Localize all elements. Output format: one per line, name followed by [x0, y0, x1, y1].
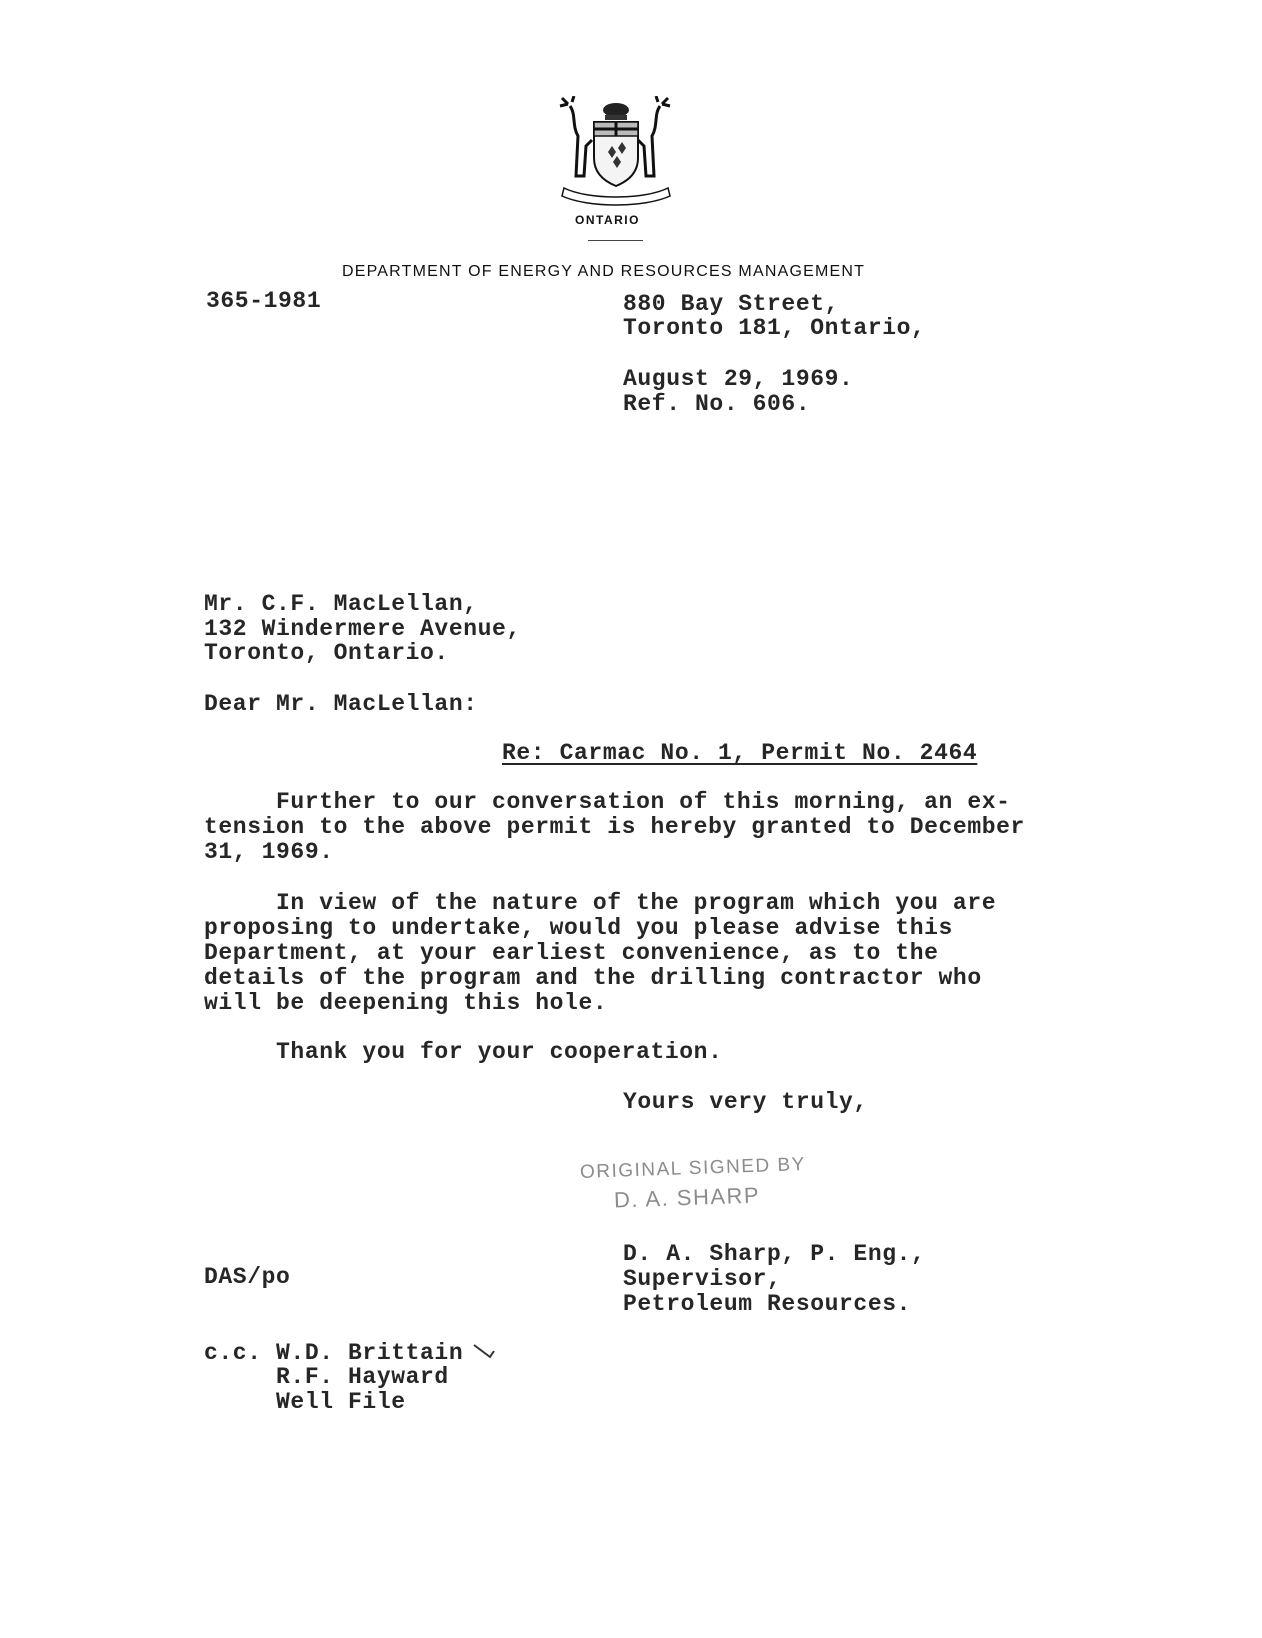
recipient-line3: Toronto, Ontario. — [204, 640, 449, 666]
body-p3-line1: Thank you for your cooperation. — [204, 1039, 723, 1065]
letterhead-department: DEPARTMENT OF ENERGY AND RESOURCES MANAGEMENT — [342, 263, 866, 280]
ontario-coat-of-arms-icon — [558, 96, 674, 208]
reference-number: Ref. No. 606. — [623, 391, 811, 417]
subject-line: Re: Carmac No. 1, Permit No. 2464 — [502, 740, 978, 766]
salutation: Dear Mr. MacLellan: — [204, 691, 478, 717]
cc-line2: R.F. Hayward — [204, 1364, 449, 1390]
letterhead-divider — [588, 240, 643, 241]
body-p2-line1: In view of the nature of the program which you are — [204, 890, 997, 916]
body-p1-line2: tension to the above permit is hereby granted to December — [204, 814, 1025, 840]
signature-name: D. A. Sharp, P. Eng., — [623, 1241, 926, 1267]
cc-line1: c.c. W.D. Brittain — [204, 1340, 464, 1366]
signature-stamp-line2: D. A. SHARP — [613, 1182, 761, 1213]
typist-initials: DAS/po — [204, 1264, 291, 1290]
body-p2-line3: Department, at your earliest convenience, as to the — [204, 940, 939, 966]
signature-stamp-line1: ORIGINAL SIGNED BY — [579, 1154, 807, 1183]
body-p1-line1: Further to our conversation of this morning, an ex- — [204, 789, 1011, 815]
cc-line3: Well File — [204, 1389, 406, 1415]
body-p2-line5: will be deepening this hole. — [204, 990, 608, 1016]
closing: Yours very truly, — [623, 1089, 868, 1115]
body-p2-line2: proposing to undertake, would you please advise this — [204, 915, 953, 941]
recipient-line2: 132 Windermere Avenue, — [204, 616, 521, 642]
signature-title: Supervisor, — [623, 1266, 782, 1292]
checkmark-icon — [472, 1341, 502, 1367]
signature-department: Petroleum Resources. — [623, 1291, 912, 1317]
recipient-line1: Mr. C.F. MacLellan, — [204, 591, 478, 617]
sender-address-line1: 880 Bay Street, — [623, 291, 840, 317]
body-p1-line3: 31, 1969. — [204, 839, 334, 865]
sender-address-line2: Toronto 181, Ontario, — [623, 315, 926, 341]
body-p2-line4: details of the program and the drilling contractor who — [204, 965, 982, 991]
letter-date: August 29, 1969. — [623, 366, 854, 392]
letterhead-province: ONTARIO — [575, 213, 640, 227]
file-number: 365-1981 — [206, 288, 322, 314]
